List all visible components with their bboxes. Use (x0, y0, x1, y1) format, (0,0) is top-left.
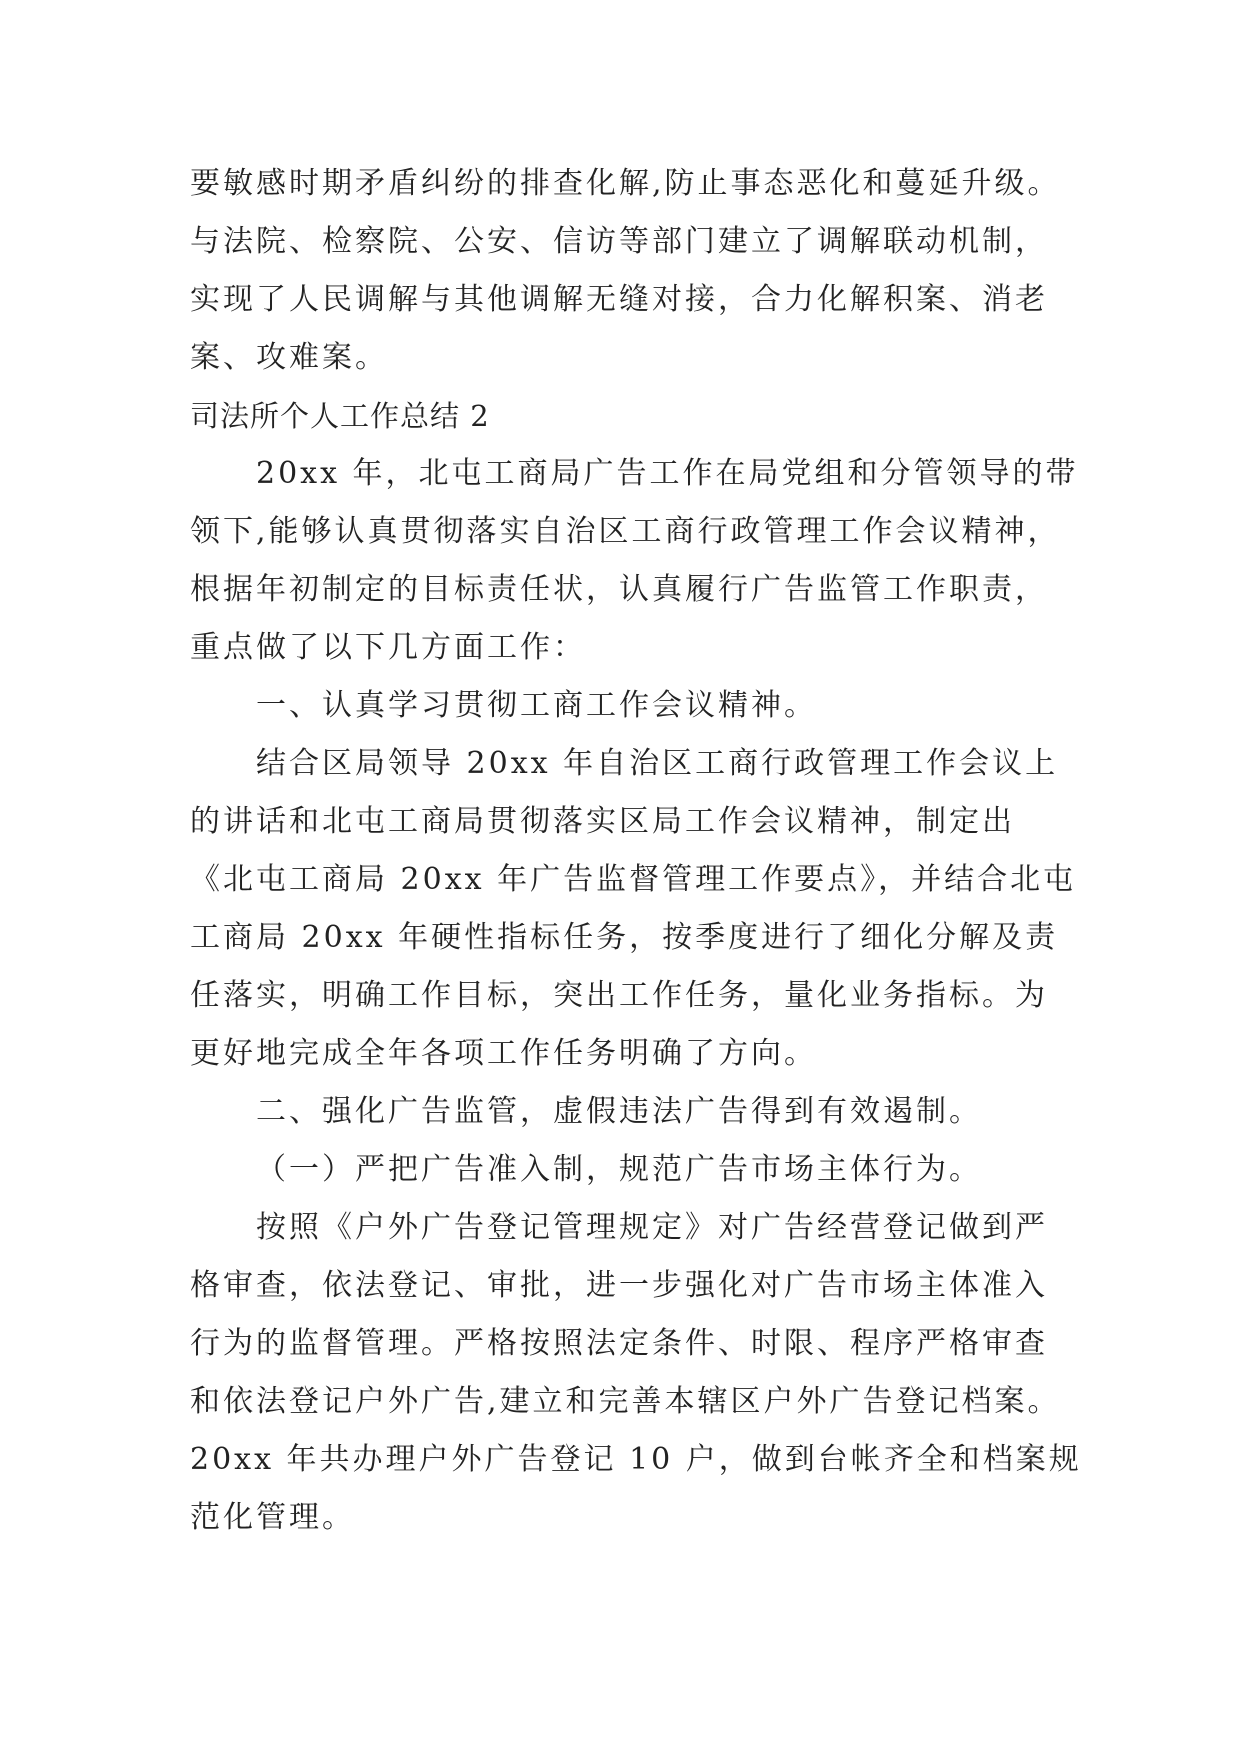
body-line: 范化管理。 (190, 1500, 355, 1535)
body-line: 的讲话和北屯工商局贯彻落实区局工作会议精神，制定出 (190, 804, 1015, 839)
paragraph-first-line: 结合区局领导 20xx 年自治区工商行政管理工作会议上 (256, 746, 1059, 781)
body-line: 领下,能够认真贯彻落实自治区工商行政管理工作会议精神， (190, 514, 1061, 549)
body-line: 和依法登记户外广告,建立和完善本辖区户外广告登记档案。 (190, 1384, 1061, 1419)
body-line: 《北屯工商局 20xx 年广告监督管理工作要点》，并结合北屯 (190, 862, 1077, 897)
body-line: 根据年初制定的目标责任状，认真履行广告监管工作职责， (190, 572, 1048, 607)
body-line: 任落实，明确工作目标，突出工作任务，量化业务指标。为 (190, 978, 1048, 1013)
paragraph-first-line: 20xx 年，北屯工商局广告工作在局党组和分管领导的带 (256, 456, 1079, 491)
body-line: 重点做了以下几方面工作： (190, 630, 586, 665)
body-line: 更好地完成全年各项工作任务明确了方向。 (190, 1036, 817, 1071)
body-line: 格审查，依法登记、审批，进一步强化对广告市场主体准入 (190, 1268, 1048, 1303)
document-body (190, 155, 1082, 1547)
body-line: 实现了人民调解与其他调解无缝对接，合力化解积案、消老 (190, 282, 1048, 317)
body-line: 行为的监督管理。严格按照法定条件、时限、程序严格审查 (190, 1326, 1048, 1361)
paragraph-first-line: 按照《户外广告登记管理规定》对广告经营登记做到严 (256, 1210, 1048, 1245)
body-line: 20xx 年共办理户外广告登记 10 户，做到台帐齐全和档案规 (190, 1442, 1082, 1477)
subheading-line: （一）严把广告准入制，规范广告市场主体行为。 (256, 1152, 982, 1187)
subheading-line: 一、认真学习贯彻工商工作会议精神。 (256, 688, 817, 723)
body-line: 与法院、检察院、公安、信访等部门建立了调解联动机制， (190, 224, 1048, 259)
subheading-line: 二、强化广告监管，虚假违法广告得到有效遏制。 (256, 1094, 982, 1129)
body-line: 工商局 20xx 年硬性指标任务，按季度进行了细化分解及责 (190, 920, 1059, 955)
section-heading: 司法所个人工作总结 2 (190, 399, 490, 433)
body-line: 要敏感时期矛盾纠纷的排查化解,防止事态恶化和蔓延升级。 (190, 166, 1061, 201)
body-line: 案、攻难案。 (190, 340, 388, 375)
